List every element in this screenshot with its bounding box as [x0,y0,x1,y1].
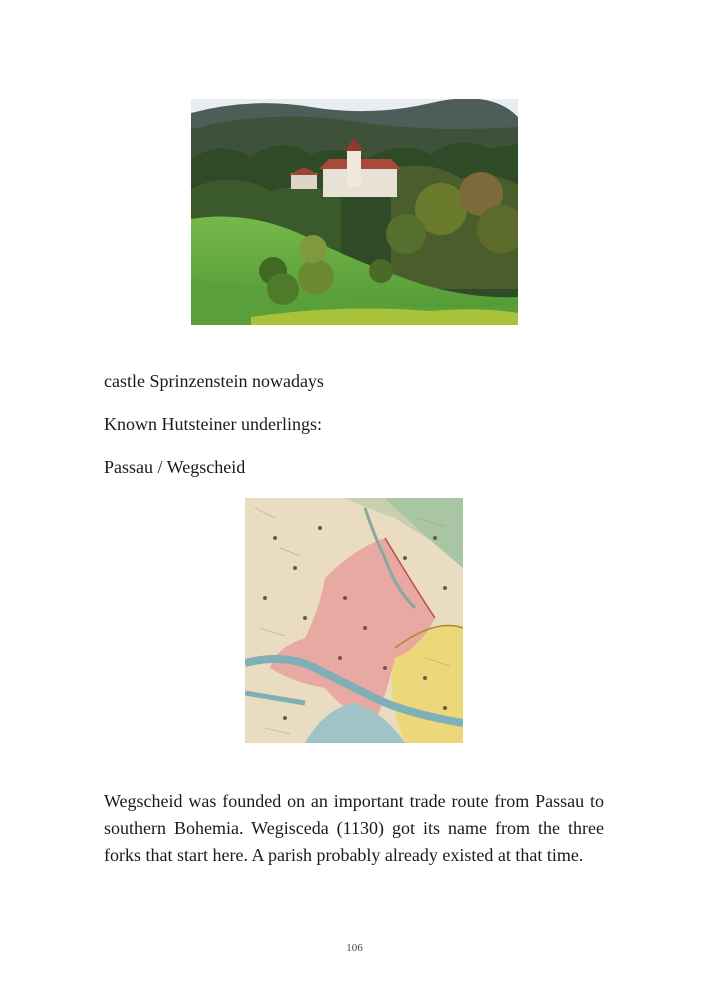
body-paragraph: Wegscheid was founded on an important trade route from Passau to southern Bohemia. Wegisceda (1130) got its name from the three forks that start here. A parish probably already existed at that time. [104,791,604,865]
location-heading: Passau / Wegscheid [104,457,246,477]
castle-photo-graphic [191,99,518,325]
castle-photo [191,99,518,325]
subheading: Known Hutsteiner underlings: [104,414,322,434]
photo-caption: castle Sprinzenstein nowadays [104,371,324,391]
page-number: 106 [346,942,363,954]
historical-map [245,498,463,743]
historical-map-graphic [245,498,463,743]
